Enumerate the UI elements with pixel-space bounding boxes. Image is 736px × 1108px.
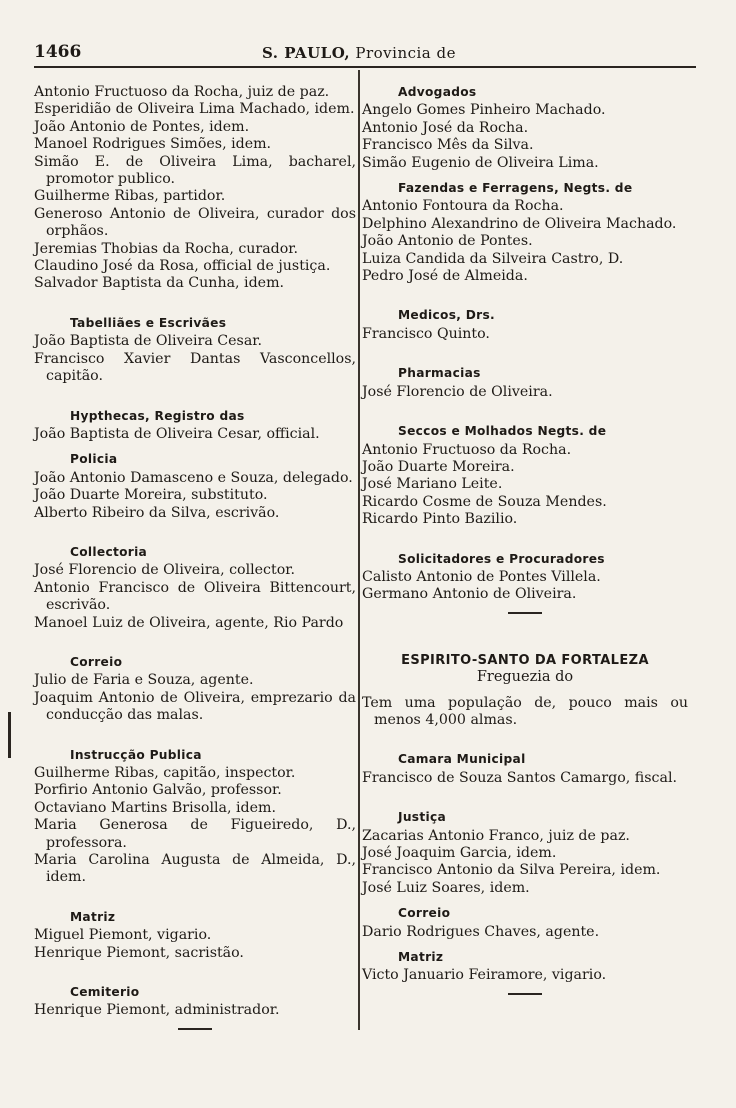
section-heading: Tabelliães e Escrivães bbox=[70, 315, 227, 330]
list-item: Guilherme Ribas, capitão, inspector. bbox=[34, 765, 296, 781]
list-item: Henrique Piemont, administrador. bbox=[34, 1002, 280, 1019]
list-item: Francisco Quinto. bbox=[362, 325, 490, 342]
list-item: Miguel Piemont, vigario. bbox=[34, 927, 212, 944]
running-title bbox=[262, 44, 456, 62]
list-item: Calisto Antonio de Pontes Villela. bbox=[362, 568, 601, 585]
list-item: Joaquim Antonio de Oliveira, emprezario da conducção das malas. bbox=[34, 689, 356, 724]
section-heading: Correio bbox=[398, 906, 451, 921]
list-item: Manoel Luiz de Oliveira, agente, Rio Pardo bbox=[34, 614, 344, 631]
section-heading: Cemiterio bbox=[70, 985, 140, 1000]
place-heading: ESPIRITO-SANTO DA FORTALEZA bbox=[401, 652, 649, 668]
running-title-rest: Provincia de bbox=[350, 44, 456, 62]
list-item: Maria Carolina Augusta de Almeida, D., idem. bbox=[34, 852, 356, 886]
list-item: Germano Antonio de Oliveira. bbox=[362, 586, 577, 603]
section-heading: Instrucção Publica bbox=[70, 747, 202, 762]
list-item: Antonio José da Rocha. bbox=[362, 119, 529, 136]
list-item: Antonio Fructuoso da Rocha, juiz de paz. bbox=[34, 84, 330, 100]
section-heading: Matriz bbox=[70, 909, 116, 924]
list-item: Francisco Mês da Silva. bbox=[362, 137, 534, 154]
list-item: João Antonio Damasceno e Souza, delegado. bbox=[34, 469, 353, 486]
list-item: João Duarte Moreira, substituto. bbox=[34, 487, 268, 504]
list-item: Zacarias Antonio Franco, juiz de paz. bbox=[362, 827, 630, 844]
list-item: Guilherme Ribas, partidor. bbox=[34, 188, 226, 205]
list-item: Claudino José da Rosa, official de justiça. bbox=[34, 258, 331, 275]
list-item: José Florencio de Oliveira, collector. bbox=[34, 562, 295, 579]
section-heading: Pharmacias bbox=[398, 366, 481, 381]
section-heading: Seccos e Molhados Negts. de bbox=[398, 424, 607, 439]
list-item: José Florencio de Oliveira. bbox=[362, 383, 553, 400]
section-heading: Collectoria bbox=[70, 544, 148, 559]
list-item: Pedro José de Almeida. bbox=[362, 268, 528, 285]
list-item: José Luiz Soares, idem. bbox=[362, 879, 530, 896]
list-item: Delphino Alexandrino de Oliveira Machado. bbox=[362, 215, 677, 232]
place-subheading: Freguezia do bbox=[476, 669, 574, 686]
section-heading: Solicitadores e Procuradores bbox=[398, 551, 605, 566]
list-item: Simão E. de Oliveira Lima, bacharel, promotor publico. bbox=[34, 153, 356, 188]
section-rule bbox=[508, 993, 542, 995]
list-item: João Antonio de Pontes, idem. bbox=[34, 118, 250, 135]
list-item: João Antonio de Pontes. bbox=[362, 233, 533, 250]
population-note: Tem uma população de, pouco mais ou menos 4,000 almas. bbox=[362, 694, 688, 728]
list-item: Henrique Piemont, sacristão. bbox=[34, 944, 244, 961]
list-item: Manoel Rodrigues Simões, idem. bbox=[34, 136, 272, 153]
list-item: Jeremias Thobias da Rocha, curador. bbox=[34, 240, 299, 257]
section-heading: Camara Municipal bbox=[398, 752, 526, 767]
running-title-main: S. PAULO, bbox=[262, 44, 351, 62]
section-heading: Correio bbox=[70, 654, 123, 669]
list-item: João Baptista de Oliveira Cesar, official. bbox=[34, 425, 320, 442]
section-heading: Justiça bbox=[398, 810, 447, 825]
list-item: Alberto Ribeiro da Silva, escrivão. bbox=[34, 504, 280, 521]
margin-mark bbox=[8, 712, 11, 758]
right-column bbox=[362, 84, 688, 995]
list-item: Esperidião de Oliveira Lima Machado, idem. bbox=[34, 101, 355, 118]
list-item: Francisco de Souza Santos Camargo, fiscal. bbox=[362, 769, 678, 786]
list-item: Octaviano Martins Brisolla, idem. bbox=[34, 799, 276, 816]
column-divider bbox=[358, 70, 360, 1030]
list-item: João Duarte Moreira. bbox=[362, 458, 515, 475]
list-item: João Baptista de Oliveira Cesar. bbox=[34, 333, 263, 350]
list-item: Francisco Xavier Dantas Vasconcellos, capitão. bbox=[34, 350, 356, 385]
list-item: José Mariano Leite. bbox=[362, 476, 503, 493]
page-number: 1466 bbox=[34, 42, 82, 62]
list-item: Antonio Francisco de Oliveira Bittencourt, escrivão. bbox=[34, 579, 356, 614]
list-item: Salvador Baptista da Cunha, idem. bbox=[34, 275, 285, 292]
section-heading: Hypthecas, Registro das bbox=[70, 408, 245, 423]
list-item: Luiza Candida da Silveira Castro, D. bbox=[362, 250, 624, 267]
section-heading: Fazendas e Ferragens, Negts. de bbox=[398, 181, 633, 196]
list-item: Maria Generosa de Figueiredo, D., professora. bbox=[34, 817, 356, 851]
list-item: Antonio Fontoura da Rocha. bbox=[362, 198, 564, 215]
section-heading: Advogados bbox=[398, 85, 477, 99]
list-item: José Joaquim Garcia, idem. bbox=[362, 845, 557, 861]
page-header bbox=[34, 40, 696, 68]
list-item: Julio de Faria e Souza, agente. bbox=[34, 672, 254, 689]
section-heading: Matriz bbox=[398, 950, 444, 965]
section-heading: Policia bbox=[70, 452, 118, 467]
list-item: Generoso Antonio de Oliveira, curador dos orphãos. bbox=[34, 205, 356, 240]
list-item: Dario Rodrigues Chaves, agente. bbox=[362, 923, 600, 940]
list-item: Antonio Fructuoso da Rocha. bbox=[362, 441, 572, 458]
list-item: Simão Eugenio de Oliveira Lima. bbox=[362, 154, 599, 171]
section-heading: Medicos, Drs. bbox=[398, 308, 495, 323]
list-item: Francisco Antonio da Silva Pereira, idem. bbox=[362, 862, 661, 879]
list-item: Ricardo Cosme de Souza Mendes. bbox=[362, 493, 607, 510]
list-item: Porfirio Antonio Galvão, professor. bbox=[34, 782, 282, 799]
list-item: Angelo Gomes Pinheiro Machado. bbox=[362, 102, 606, 119]
left-column bbox=[34, 84, 356, 1030]
list-item: Ricardo Pinto Bazilio. bbox=[362, 511, 518, 528]
list-item: Victo Januario Feiramore, vigario. bbox=[362, 967, 607, 984]
section-rule bbox=[178, 1028, 212, 1030]
